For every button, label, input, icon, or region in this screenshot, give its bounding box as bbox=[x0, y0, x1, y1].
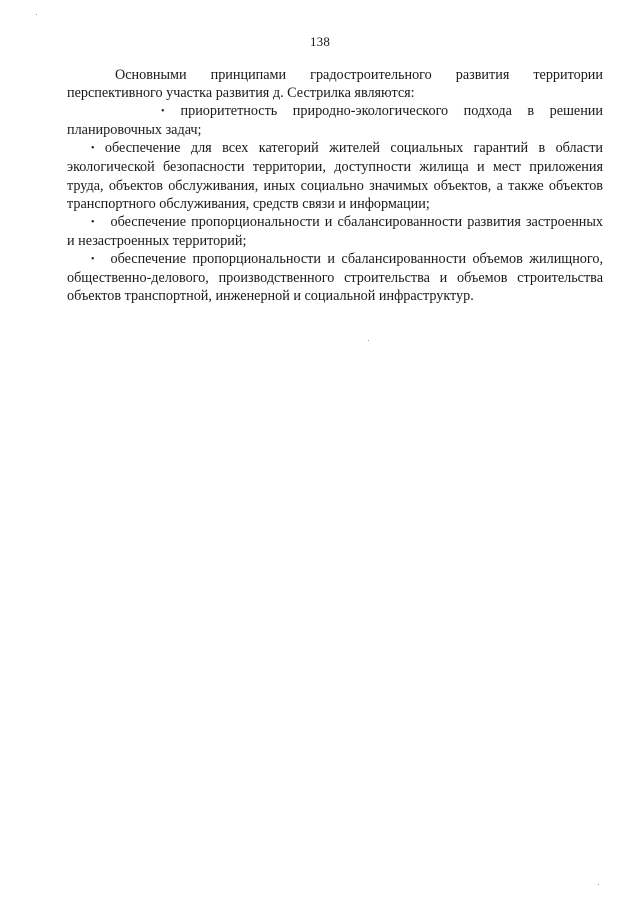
bullet-item-1 bbox=[67, 102, 603, 139]
bullet-text-3: обеспечение пропорциональности и сбалансированности развития застроенных и незастроенных территорий; bbox=[67, 213, 603, 249]
page-number: 138 bbox=[309, 34, 331, 49]
bullet-item-3 bbox=[67, 213, 603, 250]
bullet-icon: • bbox=[91, 216, 95, 228]
intro-paragraph: Основными принципами градостроительного развития территории перспективного участка развития д. Сестрилка являются: bbox=[67, 67, 603, 102]
document-body bbox=[67, 66, 603, 305]
bullet-text-1: приоритетность природно-экологического подхода в решении планировочных задач; bbox=[67, 103, 603, 139]
bullet-item-4 bbox=[67, 250, 603, 305]
scan-speck bbox=[36, 14, 37, 15]
bullet-item-2 bbox=[67, 139, 603, 212]
bullet-icon: • bbox=[91, 143, 95, 155]
bullet-text-4: обеспечение пропорциональности и сбалансированности объемов жилищного, общественно-делового, производственного строительства и объемов строительства объектов транспортной, инженерной и социальной инфраструктур. bbox=[67, 250, 603, 305]
bullet-text-2: обеспечение для всех категорий жителей социальных гарантий в области экологической безопасности территории, доступности жилища и мест приложения труда, объектов обслуживания, иных социально значимых объектов, а также объектов транспортного обслуживания, средств связи и информации; bbox=[67, 140, 603, 212]
scan-speck bbox=[368, 340, 369, 341]
bullet-icon: • bbox=[91, 253, 95, 265]
bullet-icon: • bbox=[161, 106, 165, 118]
scan-speck bbox=[598, 884, 599, 885]
